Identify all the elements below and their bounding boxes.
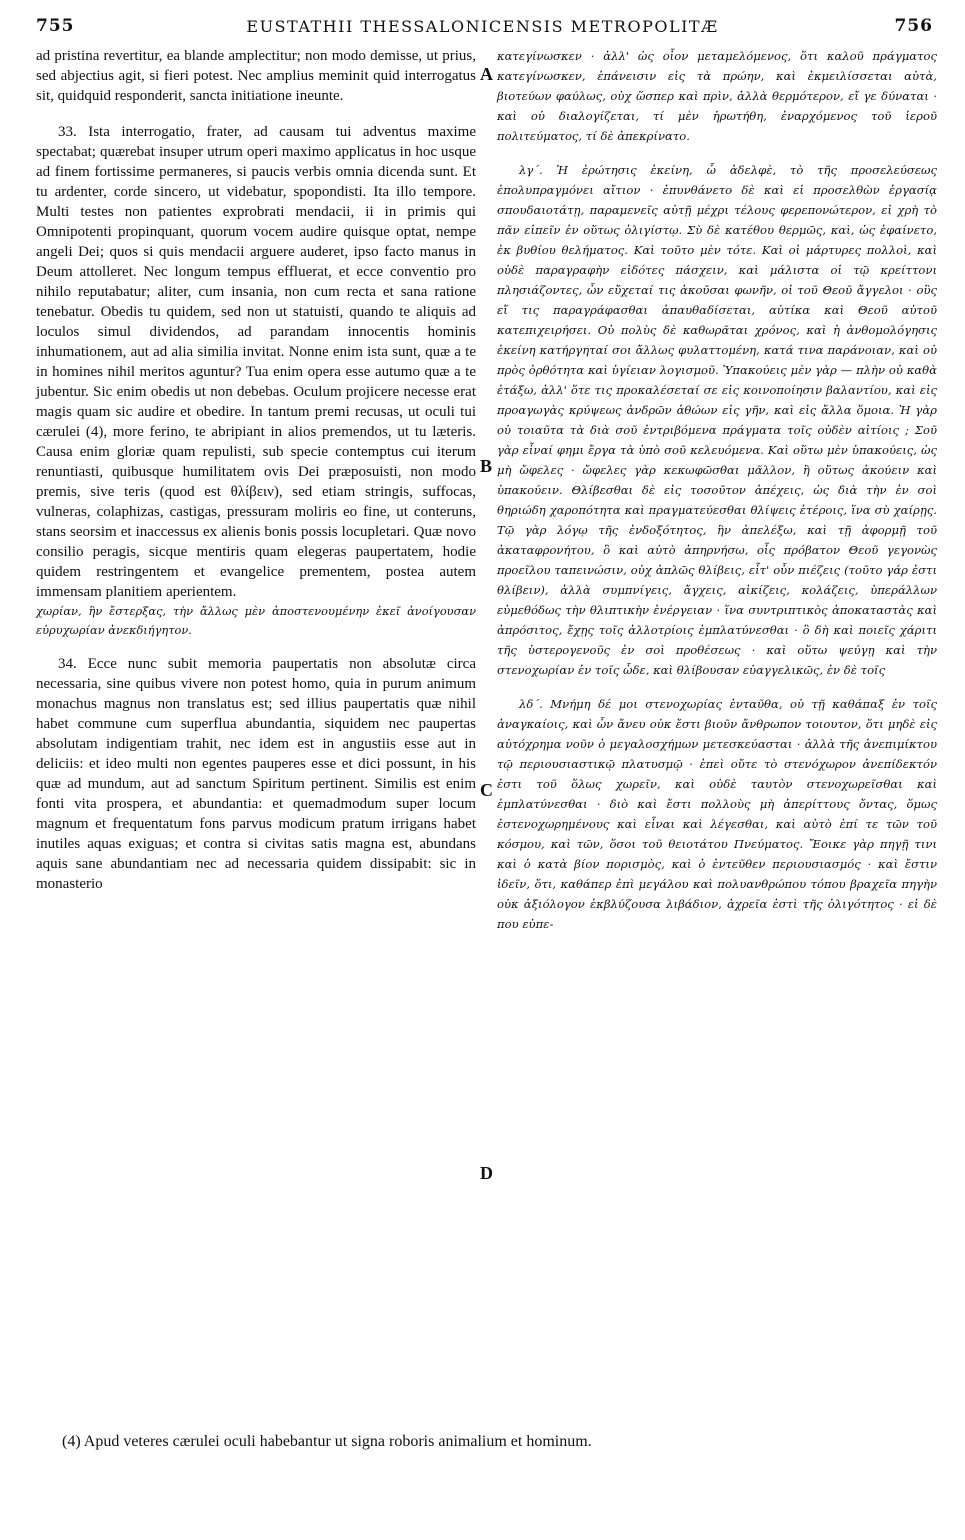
margin-marker-b: B [480,456,493,476]
margin-marker-c: C [480,780,493,800]
footnote: (4) Apud veteres cærulei oculi habebantur ut signa roboris animalium et hominum. [62,1433,592,1450]
greek-column [497,46,937,934]
latin-paragraph: 34. Ecce nunc subit memoria paupertatis non absolutæ circa necessaria, sine quibus vivere non potest homo, quia in purum animum monachus magnus non translatus est; sed illius paupertatis quæ nihil habet commune cum superflua abundantia, siquidem nec paupertas absolutam indigentiam trahit, nec idem est in angustiis esse aut in deliciis: et ideo multi non egentes pauperes esse et dici possunt, in his quæ ad mundum, aut ad sanctum Spiritum pertinent. Similis est enim fonti vita prospera, et abundantia: et quemadmodum super locum magnum et frequentatum fons parvus modicum pratum irrigans habet inutiles aquas exiguas; et contra si civitas satis magna est, abundans aquis sane abundantiam nec ad necessaria quidem dissipabit: sic in monasterio [36,656,476,892]
page-number-left: 755 [36,16,75,36]
margin-marker-a: A [480,64,493,84]
running-header [0,16,965,50]
greek-paragraph: κατεγίνωσκεν · ἀλλ' ὡς οἷον μεταμελόμενος, ὅτι καλοῦ πράγματος κατεγίνωσκεν, ἐπάνεισιν εἰς τὰ πρώην, καὶ ἐκμειλίσσεται αὐτὰ, βιοτεύων φαύλως, οὐχ ὥσπερ καὶ πρὶν, ἀλλὰ θερμότερον, εἴ γε δύναται · καὶ οὐ διαλογίζεται, τί μὲν ἠρωτήθη, ἐναρχόμενος τοῦ ἱεροῦ πολιτεύματος, τί δὲ ἀπεκρίνατο. [497,49,937,143]
latin-paragraph: 33. Ista interrogatio, frater, ad causam tui adventus maxime spectabat; quærebat insuper utrum operi maximo applicatus in hoc usque ad finem fortissime permaneres, si paucis verbis omnia dicenda sunt. Et tu ardenter, corde sincero, ut videbatur, spopondisti. Ita illo tempore. Multi testes non patientes exprobrati mendacii, ii in primis qui Omnipotenti propinquant, quorum vocem audire quisque optat, nempe angeli Dei; quos si quis mendacii arguere auderet, ipso facto manus in Deum attolleret. Nec longum tempus effluerat, et ecce conventio pro nihilo reputabatur; aliter, cum insania, non cum recta et sana ratione tenebatur. Obedis tu quidem, sed non ut statuisti, quando te aliquis ad loculos simul dividendos, ad parandam innocentis hominis inhumationem, aut ad alia similia invitat. Nonne enim ista sunt, quæ a te in homines nihil meritos aguntur? Tua enim opera esse autumo quæ a te jubentur. Sic enim obedis ut non debebas. Oculum projicere necesse erat magis quam sic audire et obedire. In tantum premi recusas, ut oculi tui cærulei (4), more ferino, te abripiant in alios premendos, ut tu læteris. Causa enim gloriæ quam repulisti, sub specie contemptus cui iterum renuntiasti, quibusque humilitatem ovis Dei præposuisti, non modo premis, sive teris (quod est θλίβειν), sed etiam stringis, suffocas, vulneras, colaphizas, castigas, pressuram moliris eo fine, ut conteruns, stans seorsim et inaccessus ex alienis bonis possis locupletari. Quæ novo consilio peragis, sicque mentiris quam elegeras paupertatem, hodie quidem restringentem et evangelice prementem, postea autem immensam planitiem aperientem. [36,124,476,600]
latin-paragraph: ad pristina revertitur, ea blande amplectitur; non modo demisse, ut prius, sed abjectius agit, si fieri potest. Nec amplius meminit quid interrogatus sit, quidquid responderit, sancta initiatione ineunte. [36,48,476,104]
page-number-right: 756 [894,16,933,36]
greek-paragraph: λγ΄. Ἡ ἐρώτησις ἐκείνη, ὦ ἀδελφὲ, τὸ τῆς προσελεύσεως ἐπολυπραγμόνει αἴτιον · ἐπυνθάνετο δὲ καὶ εἰ προσελθὼν ἐργασίᾳ σπουδαιοτάτῃ, παραμενεῖς αὐτῇ μέχρι τέλους φερεπονώτερον, εἰ χρὴ τὸ πᾶν εἰπεῖν ἐν οὕτως ὀλιγίστῳ. Σὺ δὲ κατέθου θερμῶς, καὶ, ὡς ἐφαίνετο, ἐκ βυθίου θελήματος. Καὶ τοῦτο μὲν τότε. Καὶ οἱ μάρτυρες πολλοὶ, καὶ οὐδὲ παραγραφὴν εἰδότες πάσχειν, καὶ μάλιστα οἱ τῷ κρείττονι πλησιάζοντες, ὧν εὔχεταί τις ἀκοῦσαι φωνῆν, οἱ τοῦ Θεοῦ ἄγγελοι · οὓς εἴ τις παραγράφασθαι ἀπαυθαδίσεται, αὐτίκα καὶ Θεοῦ αὐτοῦ κατεπιχειρήσει. Οὐ πολὺς δὲ καθωρᾶται χρόνος, καὶ ἡ ἀνθομολόγησις ἐκείνη κατήργηταί σοι ἄλλως φυλαττομένη, κατά τινα παράνοιαν, καὶ οὐ πρὸς ὀρθότητα καὶ ὑγίειαν λογισμοῦ. Ὑπακούεις μὲν γὰρ — πλὴν οὐ καθὰ ἐτάξω, ἀλλ' ὅτε τις προκαλέσεταί σε εἰς κοινοποίησιν βαλαντίου, καὶ εἰς προαγωγὰς κρύψεως ἀνδρῶν ἀθώων εἰς γῆν, καὶ εἰς ἄλλα ὅμοια. Ἡ γὰρ οὐ τοιαῦτα τὰ διὰ σοῦ ἐντριβόμενα πράγματα τοῖς οὐδὲν αἰτίοις ; Σοῦ γὰρ εἶναί φημι ἔργα τὰ ὑπὸ σοῦ κελευόμενα. Καὶ οὕτω μὲν ὑπακούεις, ὡς μὴ ὤφελες · ὤφελες γὰρ κεκωφῶσθαι μᾶλλον, ἢ οὕτως ἀκούειν καὶ ὑπακούειν. Θλίβεσθαι δὲ εἰς τοσοῦτον ἀπέχεις, ὡς διὰ τὴν ἐν σοὶ θηριώδη χαροπότητα καὶ πραγματεύεσθαι θλίψεις ἑτέροις, ἵνα σὺ χαίρῃς. Τῷ γὰρ λόγῳ τῆς ἐνδοξότητος, ἣν ἀπελέξω, καὶ τῇ ἀφορμῇ τοῦ ἀκαταφρονήτου, ὃ καὶ αὐτὸ ἀπηρνήσω, οἷς πρόβατον Θεοῦ γεγονὼς προεῖλου ταπεινώσιν, οὐχ ἁπλῶς θλίβεις, εἶτ' οὖν πιέζεις (τοῦτο γάρ ἐστι θλίβειν), ἀλλὰ συμπνίγεις, ἄγχεις, αἰκίζεις, κολάζεις, ὑπεράλλων εὐμεθόδως τὴν θλιπτικὴν ἐνέργειαν · ἵνα συντριπτικὸς ἀποκαταστὰς καὶ ἀπρόσιτος, ἔχῃς τοῖς ἀλλοτρίοις ἐμπλατύνεσθαι · ὃ δὴ καὶ ποιεῖς χάριτι τῆς ὑστερογενοῦς ἐν σοὶ προθέσεως · καὶ οὕτω ψεύγῃ καὶ τὴν στενοχωρίαν ἐν τοῖς ὧδε, καὶ θλίβουσαν εὐαγγελικῶς, ἐν δὲ τοῖς [497,163,937,677]
latin-column [36,46,476,894]
greek-overflow-line: χωρίαν, ἣν ἔστερξας, τὴν ἄλλως μὲν ἀποστενουμένην ἐκεῖ ἀνοίγουσαν εὐρυχωρίαν ἀνεκδιήγητον. [36,604,476,637]
greek-paragraph: λδ΄. Μνήμη δέ μοι στενοχωρίας ἐνταῦθα, οὐ τῇ καθάπαξ ἐν τοῖς ἀναγκαίοις, καὶ ὧν ἄνευ οὐκ ἔστι βιοῦν ἄνθρωπον τοιουτον, ὅτι μηδὲ εἰς αὐτόχρημα νοῦν ὁ μεγαλοσχήμων μετεσκεύασται · ἀλλὰ τῆς ἀνεπιμίκτου τῷ περιουσιαστικῷ πλατυσμῷ · ἐπεὶ οὔτε τὸ στενόχωρον ἀνεπίδεκτόν ἐστι τοῦ ὅλως χωρεῖν, καὶ οὐδὲ ταυτὸν στενοχωρεῖσθαι καὶ ἐμπλατύνεσθαι · διὸ καὶ ἔστι πολλοὺς μὴ ἀπερίττους ὄντας, ὅμως ἐστενοχωρημένους καὶ εἶναι καὶ λέγεσθαι, καὶ αὐτὸ ἐπί τε τῶν τοῦ κόσμου, καὶ τῶν, ὅσοι τοῦ θειοτάτου Πνεύματος. Ἔοικε γὰρ πηγῇ τινι καὶ ὁ κατὰ βίον πορισμὸς, καὶ ὁ ἐντεῦθεν περιουσιασμός · καὶ ἔστιν ἰδεῖν, ὅτι, καθάπερ ἐπὶ μεγάλου καὶ πολυανθρώπου τόπου βραχεῖα πηγὴν οὐκ ἀξιόλογον ἐκβλύζουσα λιβάδιον, ἀχρεῖα ἐστὶ τῆς ὀλιγότητος · εἰ δὲ που εὐπε- [497,697,937,931]
running-title: EUSTATHII THESSALONICENSIS METROPOLITÆ [246,17,719,36]
margin-marker-d: D [480,1163,493,1183]
